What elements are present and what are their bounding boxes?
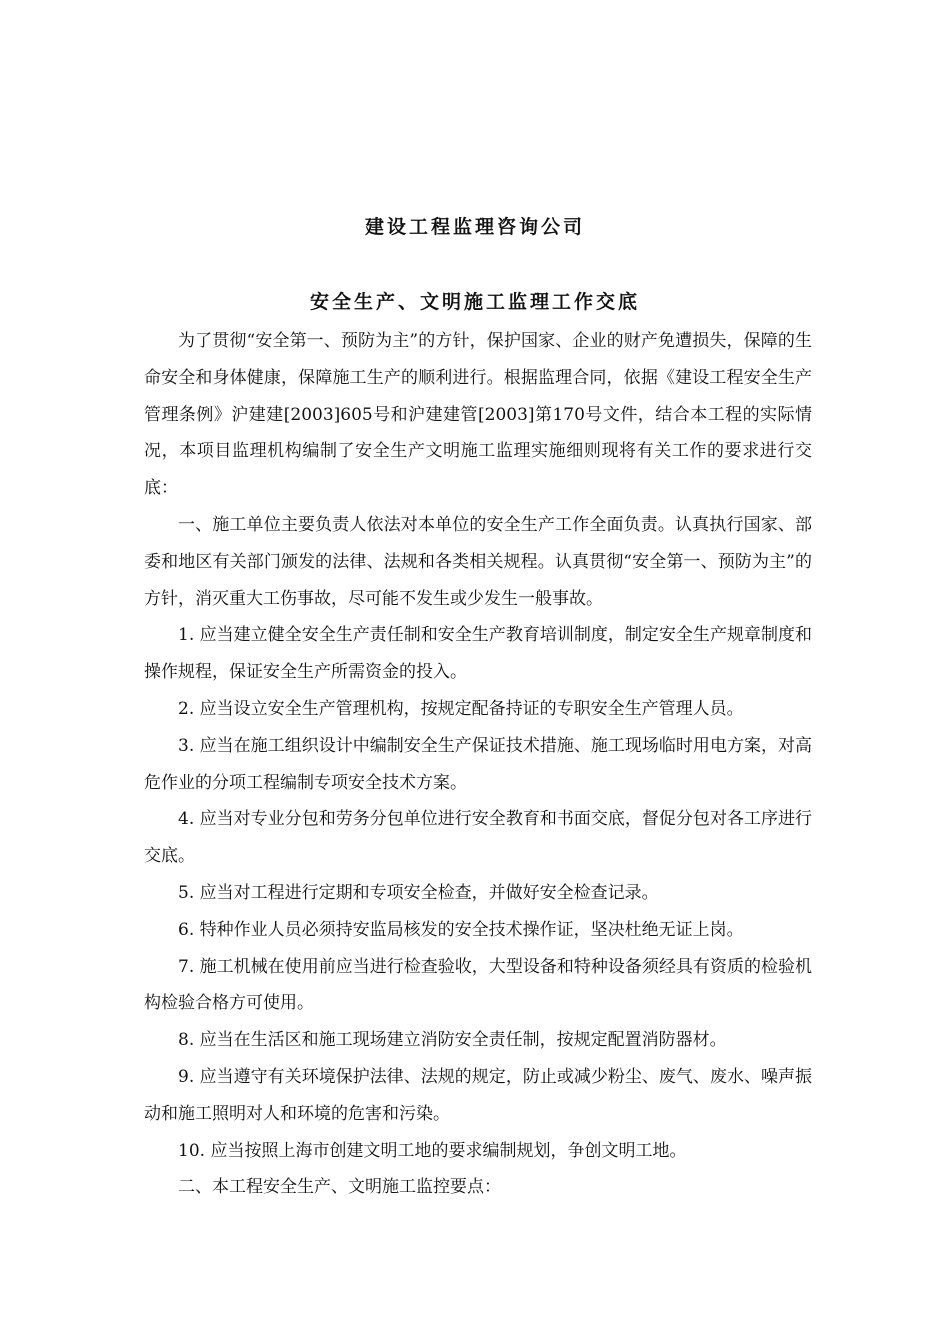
- paragraph-item-3: 3. 应当在施工组织设计中编制安全生产保证技术措施、施工现场临时用电方案，对高危作业的分项工程编制专项安全技术方案。: [144, 735, 812, 793]
- paragraph-item-7: 7. 施工机械在使用前应当进行检查验收，大型设备和特种设备须经具有资质的检验机构检验合格方可使用。: [144, 956, 812, 1014]
- paragraph-item-9: 9. 应当遵守有关环境保护法律、法规的规定，防止或减少粉尘、废气、废水、噪声振动和施工照明对人和环境的危害和污染。: [144, 1066, 812, 1124]
- paragraph-item-1: 1. 应当建立健全安全生产责任制和安全生产教育培训制度，制定安全生产规章制度和操作规程，保证安全生产所需资金的投入。: [144, 625, 812, 683]
- paragraph-item-2: 2. 应当设立安全生产管理机构，按规定配备持证的专职安全生产管理人员。: [178, 698, 744, 719]
- paragraph-intro: 为了贯彻“安全第一、预防为主”的方针，保护国家、企业的财产免遭损失，保障的生命安全和身体健康，保障施工生产的顺利进行。根据监理合同，依据《建设工程安全生产管理条例》沪建建[2003]605号和沪建建管[2003]第170号文件，结合本工程的实际情况，本项目监理机构编制了安全生产文明施工监理实施细则现将有关工作的要求进行交底：: [144, 331, 812, 499]
- paragraph-item-5: 5. 应当对工程进行定期和专项安全检查，并做好安全检查记录。: [178, 882, 659, 903]
- paragraph-item-8: 8. 应当在生活区和施工现场建立消防安全责任制，按规定配置消防器材。: [178, 1030, 727, 1051]
- paragraph-item-10: 10. 应当按照上海市创建文明工地的要求编制规划，争创文明工地。: [178, 1140, 687, 1161]
- company-name: 建设工程监理咨询公司: [364, 216, 585, 238]
- paragraph-section-1: 一、施工单位主要负责人依法对本单位的安全生产工作全面负责。认真执行国家、部委和地区有关部门颁发的法律、法规和各类相关规程。认真贯彻“安全第一、预防为主”的方针，消灭重大工伤事故，尽可能不发生或少发生一般事故。: [144, 514, 812, 609]
- paragraph-item-6: 6. 特种作业人员必须持安监局核发的安全技术操作证，坚决杜绝无证上岗。: [178, 919, 744, 940]
- paragraph-item-4: 4. 应当对专业分包和劳务分包单位进行安全教育和书面交底，督促分包对各工序进行交底。: [144, 809, 812, 867]
- document-title: 安全生产、文明施工监理工作交底: [309, 291, 640, 313]
- paragraph-section-2: 二、本工程安全生产、文明施工监控要点：: [178, 1177, 501, 1198]
- document-body: [144, 323, 812, 1206]
